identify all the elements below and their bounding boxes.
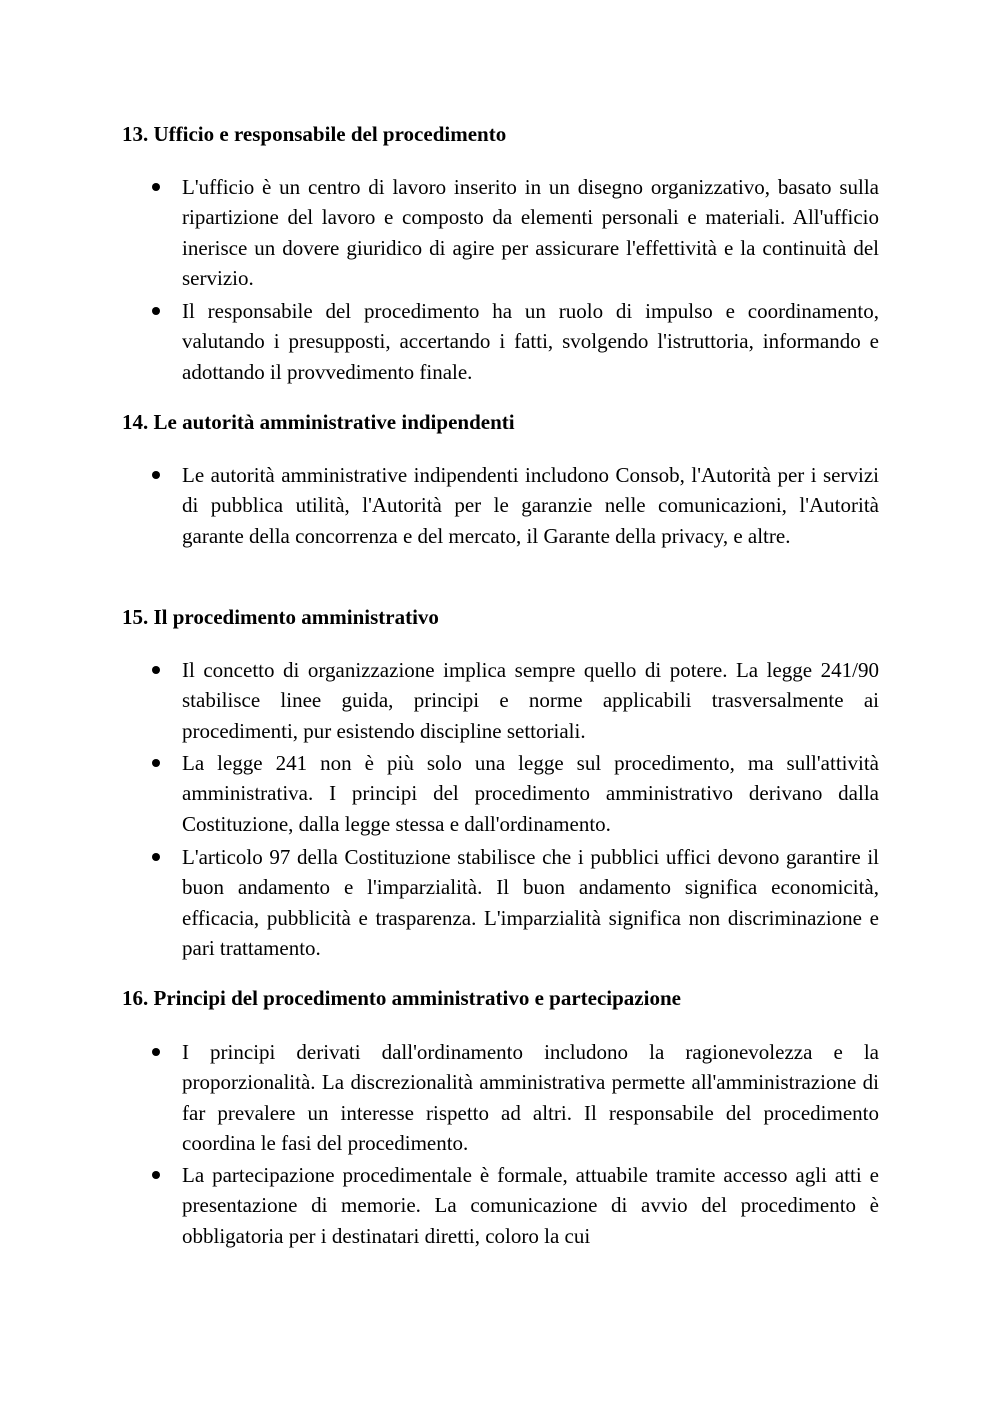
section-16-bullet-1: I principi derivati dall'ordinamento includono la ragionevolezza e la proporzionalità. La discrezionalità amministrativa permette all'amministrazione di far prevalere un interesse rispetto ad altri. Il responsabile del procedimento coordina le fasi del procedimento. [182, 1037, 879, 1159]
section-15-bullet-1: Il concetto di organizzazione implica sempre quello di potere. La legge 241/90 stabilisce linee guida, principi e norme applicabili trasversalmente ai procedimenti, pur esistendo discipline settoriali. [182, 655, 879, 746]
section-15-bullet-2: La legge 241 non è più solo una legge sul procedimento, ma sull'attività amministrativa. I principi del procedimento amministrativo derivano dalla Costituzione, dalla legge stessa e dall'ordinamento. [182, 748, 879, 839]
section-14-title: 14. Le autorità amministrative indipendenti [122, 410, 515, 434]
section-15-bullet-3: L'articolo 97 della Costituzione stabilisce che i pubblici uffici devono garantire il buon andamento e l'imparzialità. Il buon andamento significa economicità, efficacia, pubblicità e trasparenza. L'imparzialità significa non discriminazione e pari trattamento. [182, 842, 879, 964]
section-13-bullet-1: L'ufficio è un centro di lavoro inserito in un disegno organizzativo, basato sulla ripartizione del lavoro e composto da elementi personali e materiali. All'ufficio inerisce un dovere giuridico di agire per assicurare l'effettività e la continuità del servizio. [182, 172, 879, 294]
section-13-title: 13. Ufficio e responsabile del procedimento [122, 122, 507, 146]
section-16-bullet-2: La partecipazione procedimentale è formale, attuabile tramite accesso agli atti e presentazione di memorie. La comunicazione di avvio del procedimento è obbligatoria per i destinatari diretti, coloro la cui [182, 1160, 879, 1251]
section-15-title: 15. Il procedimento amministrativo [122, 605, 439, 629]
section-16-title: 16. Principi del procedimento amministrativo e partecipazione [122, 986, 681, 1010]
section-13-bullet-2: Il responsabile del procedimento ha un ruolo di impulso e coordinamento, valutando i presupposti, accertando i fatti, svolgendo l'istruttoria, informando e adottando il provvedimento finale. [182, 296, 879, 387]
section-14-bullet-1: Le autorità amministrative indipendenti includono Consob, l'Autorità per i servizi di pubblica utilità, l'Autorità per le garanzie nelle comunicazioni, l'Autorità garante della concorrenza e del mercato, il Garante della privacy, e altre. [182, 460, 879, 551]
